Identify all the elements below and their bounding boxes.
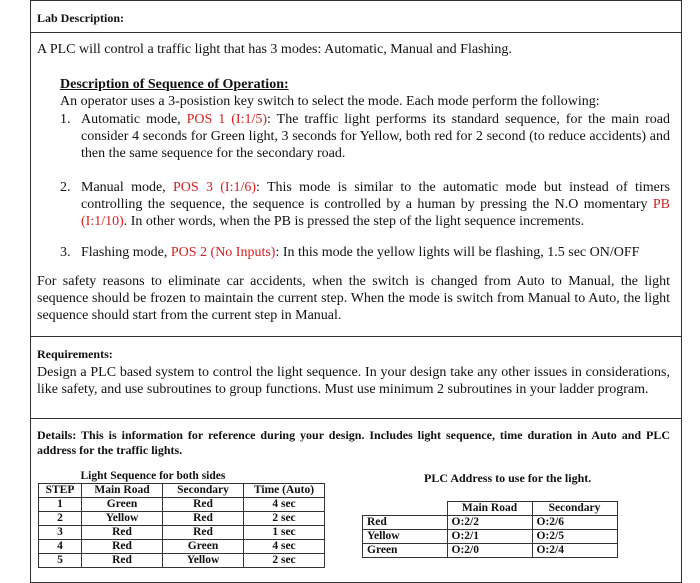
automatic-input-address: POS 1 (I:1/5) bbox=[186, 112, 268, 127]
light-sequence-table-wrap bbox=[38, 470, 325, 568]
table-row: 5 Red Yellow 2 sec bbox=[39, 554, 325, 568]
mode-item-automatic: 1. Automatic mode, POS 1 (I:1/5): The traffic light performs its standard sequence, for the main road consider 4 seconds for Green light, 3 seconds for Yellow, both red for 2 second (to reduce accidents) and then the same sequence for the secondary road. bbox=[60, 112, 670, 161]
sequence-heading: Description of Sequence of Operation: bbox=[60, 77, 289, 92]
requirements-section bbox=[37, 346, 670, 398]
sequence-description bbox=[37, 76, 670, 324]
light-sequence-caption: Light Sequence for both sides bbox=[80, 470, 226, 482]
divider bbox=[30, 418, 682, 419]
plc-address-table-wrap bbox=[362, 501, 618, 558]
table-header-row: STEP Main Road Secondary Time (Auto) bbox=[39, 484, 325, 498]
table-row: 4 Red Green 4 sec bbox=[39, 540, 325, 554]
plc-address-caption: PLC Address to use for the light. bbox=[424, 471, 592, 485]
table-header-row: Main Road Secondary bbox=[363, 502, 618, 516]
lab-intro: A PLC will control a traffic light that has 3 modes: Automatic, Manual and Flashing. bbox=[37, 42, 512, 57]
lab-intro-section bbox=[37, 41, 670, 58]
mode-item-manual: 2. Manual mode, POS 3 (I:1/6): This mode is similar to the automatic mode but instead of timers controlling the sequence, the sequence is controlled by a human by pressing the N.O momentary PB (I:1/10). In other words, when the PB is pressed the step of the light sequence increments. bbox=[60, 180, 671, 229]
flashing-input-address: POS 2 (No Inputs) bbox=[170, 245, 276, 260]
details-section bbox=[37, 428, 670, 458]
table-row: 3 Red Red 1 sec bbox=[39, 526, 325, 540]
light-sequence-table bbox=[38, 470, 325, 568]
mode-item-flashing: 3. Flashing mode, POS 2 (No Inputs): In this mode the yellow lights will be flashing, 1.5 sec ON/OFF bbox=[60, 245, 640, 260]
lab-description-title: Lab Description: bbox=[37, 11, 124, 25]
lab-description-title-section bbox=[37, 10, 670, 27]
table-row: Green O:2/0 O:2/4 bbox=[363, 544, 618, 558]
requirements-text: Design a PLC based system to control the light sequence. In your design take any other issues in considerations, like safety, and use subroutines to group functions. Must use minimum 2 subroutines in your ladder program. bbox=[37, 365, 670, 397]
details-text: Details: This is information for reference during your design. Includes light sequence, time duration in Auto and PLC address for the traffic lights. bbox=[37, 428, 670, 457]
divider bbox=[30, 32, 682, 33]
sequence-lead: An operator uses a 3-posistion key switch to select the mode. Each mode perform the following: bbox=[60, 94, 600, 109]
requirements-title: Requirements: bbox=[37, 347, 113, 361]
table-row: 1 Green Red 4 sec bbox=[39, 498, 325, 512]
pushbutton-input-address: PB (I:1/10) bbox=[81, 197, 670, 229]
table-row: 2 Yellow Red 2 sec bbox=[39, 512, 325, 526]
table-row: Yellow O:2/1 O:2/5 bbox=[363, 530, 618, 544]
divider bbox=[30, 0, 682, 1]
table-row: Red O:2/2 O:2/6 bbox=[363, 516, 618, 530]
plc-address-table bbox=[362, 501, 618, 558]
divider bbox=[30, 336, 682, 337]
safety-paragraph: For safety reasons to eliminate car accidents, when the switch is changed from Auto to Manual, the light sequence should be frozen to maintain the current step. When the mode is switch from Manual to Auto, the light sequence should start from the current step in Manual. bbox=[37, 274, 670, 323]
manual-input-address: POS 3 (I:1/6) bbox=[172, 180, 257, 195]
